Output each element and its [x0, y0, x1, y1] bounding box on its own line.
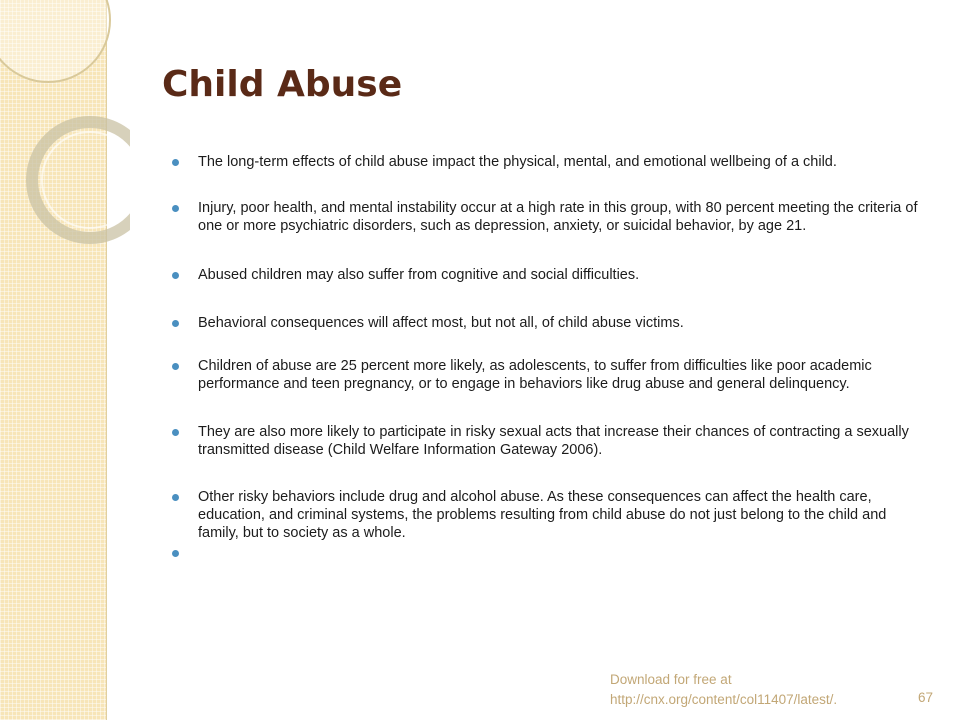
bullet-item: The long-term effects of child abuse impact the physical, mental, and emotional wellbeing of a child.: [170, 153, 930, 171]
decorative-ring-inner: [42, 132, 130, 228]
bullet-item: Children of abuse are 25 percent more likely, as adolescents, to suffer from difficulties like poor academic performance and teen pregnancy, or to engage in behaviors like drug abuse and general delinquency.: [170, 357, 930, 393]
bullet-item-empty: [170, 544, 930, 562]
slide-title: Child Abuse: [162, 64, 403, 105]
page-number: 67: [918, 690, 934, 705]
bullet-item: Abused children may also suffer from cognitive and social difficulties.: [170, 266, 930, 284]
source-attribution: [610, 670, 890, 710]
bullet-item: Behavioral consequences will affect most, but not all, of child abuse victims.: [170, 314, 930, 332]
bullet-item: Injury, poor health, and mental instability occur at a high rate in this group, with 80 percent meeting the criteria of one or more psychiatric disorders, such as depression, anxiety, or suicidal behavior, by age 21.: [170, 199, 930, 235]
source-url: http://cnx.org/content/col11407/latest/.: [610, 692, 838, 707]
decorative-circles: [0, 0, 130, 260]
bullet-item: They are also more likely to participate in risky sexual acts that increase their chances of contracting a sexually transmitted disease (Child Welfare Information Gateway 2006).: [170, 423, 930, 459]
decorative-circle-large: [0, 0, 110, 82]
bullet-item: Other risky behaviors include drug and alcohol abuse. As these consequences can affect the health care, education, and criminal systems, the problems resulting from child abuse do not just belong to the child and family, but to society as a whole.: [170, 488, 930, 542]
source-line: Download for free at: [610, 672, 732, 687]
bullet-list: [170, 153, 930, 562]
